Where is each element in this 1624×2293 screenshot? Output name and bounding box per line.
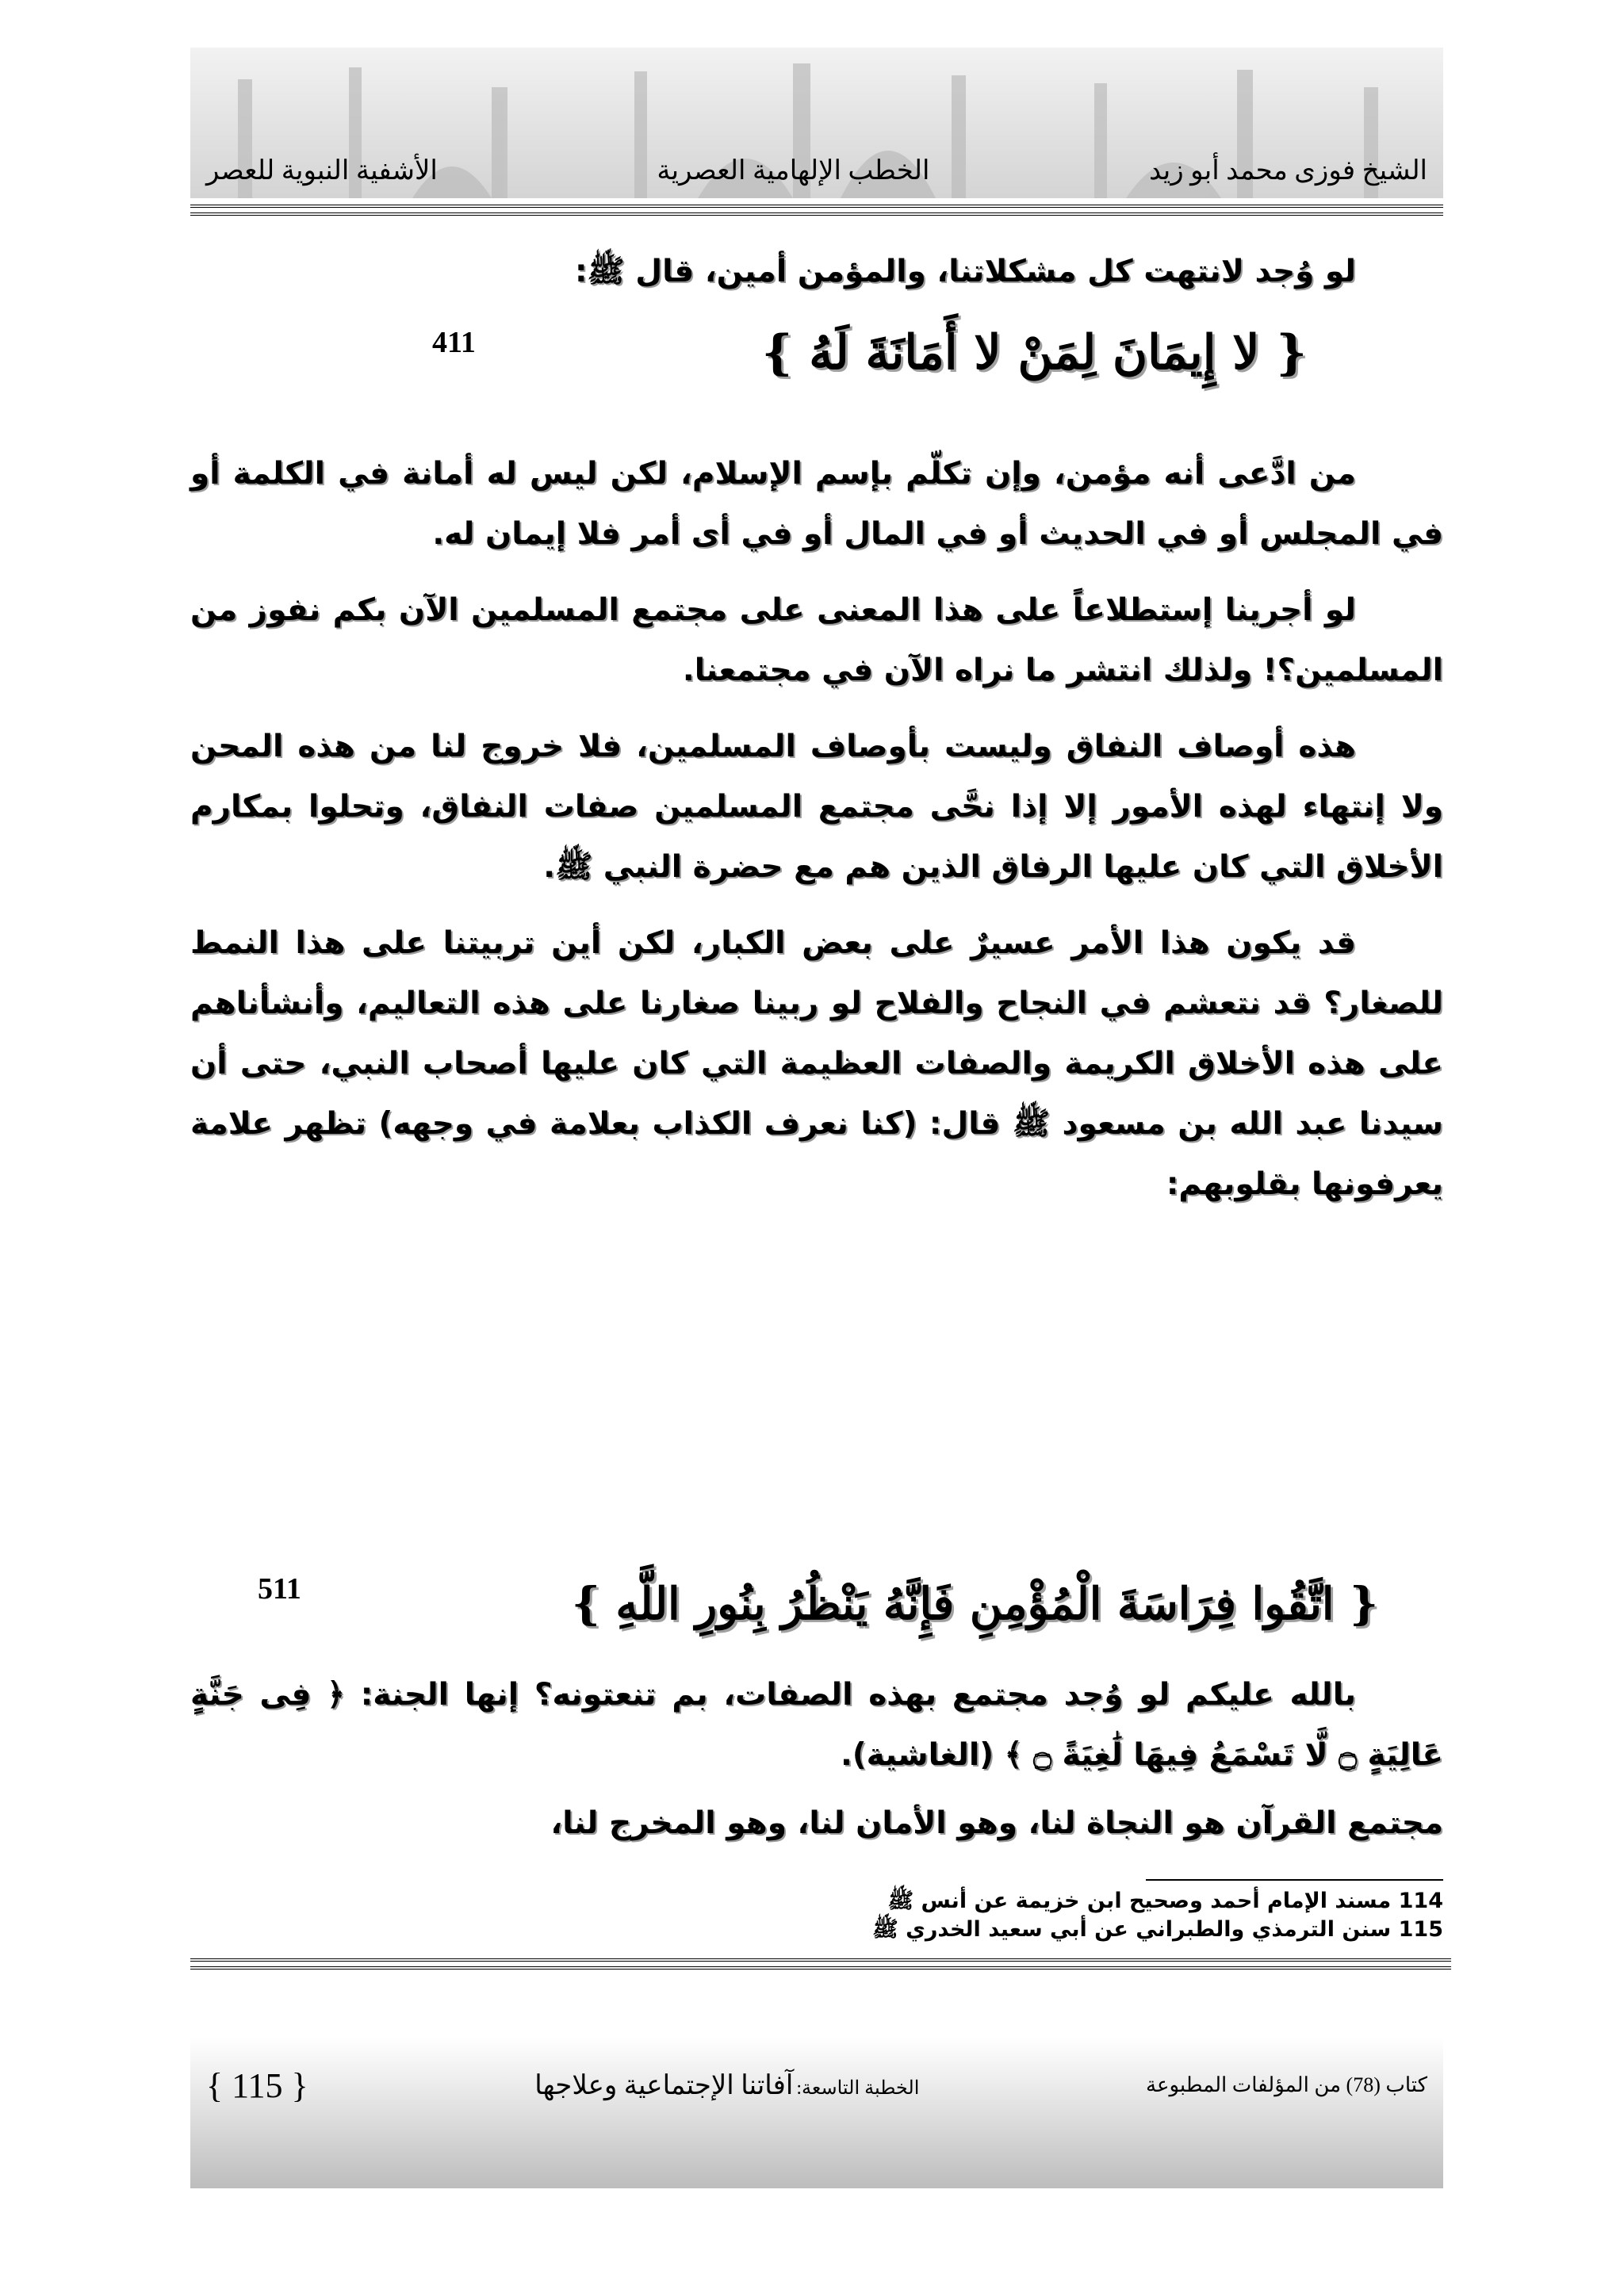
paragraph-3: هذه أوصاف النفاق وليست بأوصاف المسلمين، فلا خروج لنا من هذه المحن ولا إنتهاء لهذه الأمور إلا إذا نحَّى مجتمع المسلمين صفات النفاق، وتحلوا بمكارم الأخلاق التي كان عليها الرفاق الذين هم مع حضرة النبي ﷺ. [190,729,1443,885]
intro-text: لو وُجد لانتهت كل مشكلاتنا، والمؤمن أمين، قال ﷺ: [574,254,1356,289]
header-title: الأشفية النبوية للعصر [206,156,438,186]
hadith-2: { اتَّقُوا فِرَاسَةَ الْمُؤْمِنِ فَإِنَّهُ يَنْظُرُ بِنُورِ اللَّهِ } [571,1578,1378,1630]
paragraph-2: لو أجرينا إستطلاعاً على هذا المعنى على مجتمع المسلمين الآن بكم نفوز من المسلمين؟! ولذلك انتشر ما نراه الآن في مجتمعنا. [190,592,1443,688]
footnote-115: 115 سنن الترمذي والطبراني عن أبي سعيد الخدري ﷺ [872,1917,1443,1942]
hadith-2-ref: 511 [258,1572,301,1606]
paragraph-6: مجتمع القرآن هو النجاة لنا، وهو الأمان لنا، وهو المخرج لنا، [550,1805,1443,1841]
intro-line [190,242,1443,302]
footnotes [190,1887,1443,1944]
footer-sermon-title: آفاتنا الإجتماعية وعلاجها [534,2071,794,2100]
footer-sermon [534,2069,919,2101]
page-footer [190,2061,1443,2109]
footer-divider [190,1958,1451,1970]
hadith-1: { لا إِيمَانَ لِمَنْ لا أَمَانَةَ لَهُ } [761,325,1307,381]
footer-banner [190,2038,1443,2188]
header-series: الخطب الإلهامية العصرية [657,156,930,186]
hadith-1-ref: 411 [432,326,476,359]
closing-body [190,1665,1443,1854]
paragraph-4: قد يكون هذا الأمر عسيرٌ على بعض الكبار، لكن أين تربيتنا على هذا النمط للصغار؟ قد نتعشم في النجاح والفلاح لو ربينا صغارنا على هذه التعاليم، وأنشأناهم على هذه الأخلاق الكريمة والصفات العظيمة التي كان عليها أصحاب النبي، حتى أن سيدنا عبد الله بن مسعود ﷺ قال: (كنا نعرف الكذاب بعلامة في وجهه) تظهر علامة يعرفونها بقلوبهم: [190,925,1443,1202]
header-author: الشيخ فوزى محمد أبو زيد [1148,156,1427,186]
paragraph-5: بالله عليكم لو وُجد مجتمع بهذه الصفات، بم تنعتونه؟ إنها الجنة: ﴿ فِى جَنَّةٍ عَالِيَةٍ ۝ لَّا تَسْمَعُ فِيهَا لَٰغِيَةً ۝ ﴾ (الغاشية). [190,1677,1443,1773]
footer-sermon-label: الخطبة التاسعة: [796,2078,920,2099]
footnote-separator [1146,1879,1443,1881]
header-divider [190,205,1443,216]
page-number: { 115 } [206,2065,308,2105]
page-header [190,151,1443,190]
footnote-114: 114 مسند الإمام أحمد وصحيح ابن خزيمة عن أنس ﷺ [887,1889,1443,1913]
footer-book: كتاب (78) من المؤلفات المطبوعة [1146,2073,1427,2096]
paragraph-1: من ادَّعى أنه مؤمن، وإن تكلّم بإسم الإسلام، لكن ليس له أمانة في الكلمة أو في المجلس أو في الحديث أو في المال أو في أى أمر فلا إيمان له. [190,456,1443,552]
main-body [190,444,1443,1215]
